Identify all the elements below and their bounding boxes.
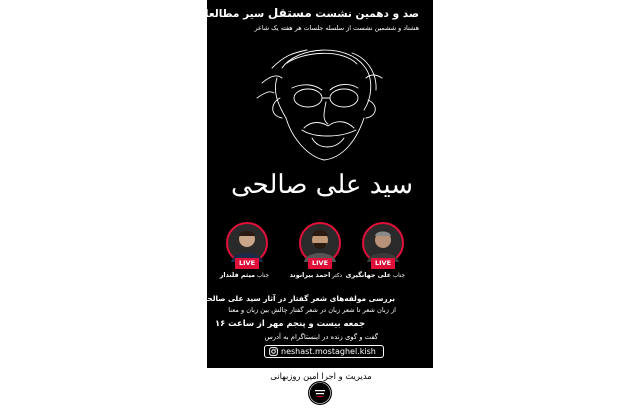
poster-subtitle: هشتاد و ششمین نشست از سلسله جلسات هر هفته یک شاعر (254, 24, 419, 32)
guest-name-text: میثم قلندار (219, 271, 256, 279)
live-badge: LIVE (371, 258, 395, 269)
live-badge: LIVE (235, 258, 259, 269)
guest-name (345, 271, 405, 279)
guest-card-3 (345, 222, 405, 279)
guest-prefix: جناب (391, 273, 405, 279)
instagram-icon (269, 347, 278, 356)
poster-title (190, 6, 419, 20)
title-prefix: صد و دهمین نشست (311, 8, 419, 20)
title-suffix: سیر مطالعاتی (190, 8, 268, 20)
guest-name-text: احمد بیرانوند (289, 271, 331, 279)
instagram-address[interactable] (264, 345, 384, 358)
poet-name-calligraphy (231, 155, 413, 213)
guest-prefix: دکتر (330, 273, 342, 279)
title-strong: مستقل (267, 6, 312, 20)
poet-sketch-illustration (252, 38, 392, 166)
guest-name (219, 271, 269, 279)
topic-line: بررسی مولفه‌های شعر گفتار در آثار سید علی صالحی (199, 294, 395, 303)
poet-name-text: سید علی صالحی (231, 170, 413, 200)
guest-prefix: جناب (255, 273, 269, 279)
guest-card-1 (219, 222, 269, 279)
guest-name-text: علی جهانگیری (345, 271, 392, 279)
guest-card-2 (289, 222, 342, 279)
sub-topics: از زبان شعر تا شعر زبان در شعر گفتار چالش بین زبان و معنا (228, 306, 396, 314)
footer-credit: مدیریت و اجرا امین روزبهانی (270, 371, 372, 381)
live-badge: LIVE (308, 258, 332, 269)
guest-name (289, 271, 342, 279)
event-poster (190, 0, 433, 368)
venue-line: گفت و گوی زنده در اینستاگرام به آدرس (264, 333, 378, 341)
logo-seal (308, 381, 332, 405)
date-line: جمعه بیست و پنجم مهر از ساعت ۱۶ (214, 318, 365, 328)
instagram-handle[interactable]: neshast.mostaghel.kish (281, 347, 376, 356)
